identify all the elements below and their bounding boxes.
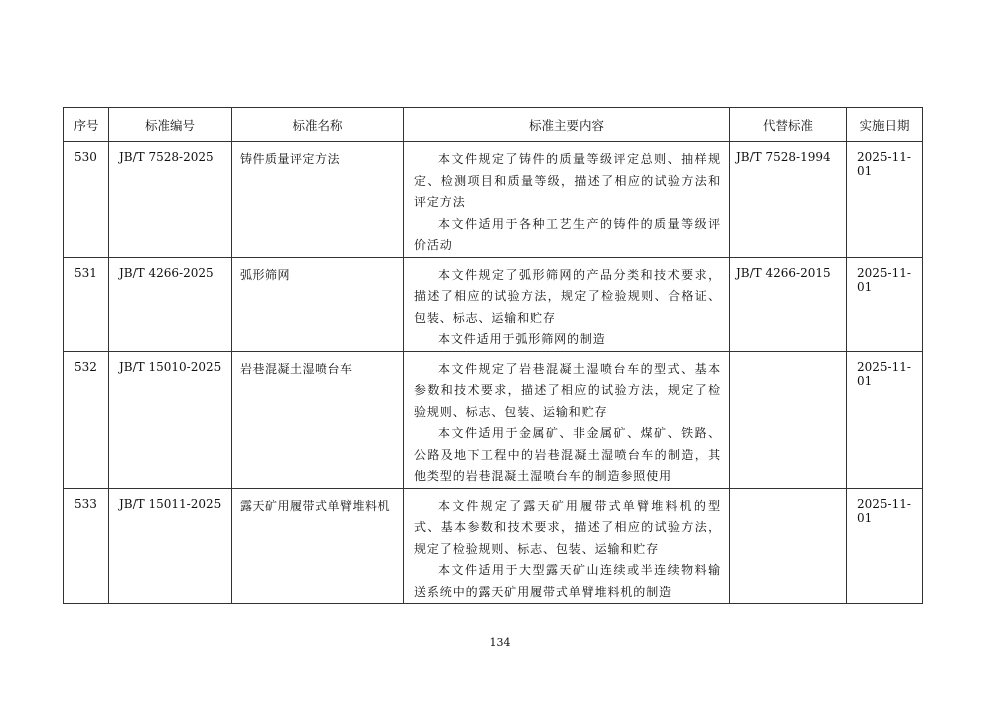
cell-name: 岩巷混凝土湿喷台车 bbox=[232, 351, 404, 488]
cell-seq: 530 bbox=[64, 142, 109, 258]
content-paragraph: 本文件适用于各种工艺生产的铸件的质量等级评价活动 bbox=[414, 216, 721, 252]
header-content: 标准主要内容 bbox=[404, 108, 730, 142]
content-paragraph: 本文件适用于金属矿、非金属矿、煤矿、铁路、公路及地下工程中的岩巷混凝土湿喷台车的制造，其他类型的岩巷混凝土湿喷台车的制造参照使用 bbox=[414, 426, 721, 483]
cell-content bbox=[404, 351, 730, 488]
cell-date: 2025-11-01 bbox=[847, 142, 923, 258]
cell-content bbox=[404, 488, 730, 604]
cell-replaces bbox=[730, 488, 847, 604]
cell-date: 2025-11-01 bbox=[847, 257, 923, 351]
table-row bbox=[64, 142, 923, 258]
content-paragraph: 本文件适用于弧形筛网的制造 bbox=[438, 332, 606, 346]
cell-content bbox=[404, 142, 730, 258]
content-paragraph: 本文件规定了露天矿用履带式单臂堆料机的型式、基本参数和技术要求，描述了相应的试验方法，规定了检验规则、标志、包装、运输和贮存 bbox=[414, 498, 721, 556]
header-row bbox=[64, 108, 923, 142]
cell-content bbox=[404, 257, 730, 351]
header-name: 标准名称 bbox=[232, 108, 404, 142]
cell-code: JB/T 15010-2025 bbox=[109, 351, 232, 488]
cell-name: 铸件质量评定方法 bbox=[232, 142, 404, 258]
cell-date: 2025-11-01 bbox=[847, 351, 923, 488]
cell-seq: 532 bbox=[64, 351, 109, 488]
cell-date: 2025-11-01 bbox=[847, 488, 923, 604]
table-row bbox=[64, 351, 923, 488]
cell-seq: 533 bbox=[64, 488, 109, 604]
standards-table bbox=[63, 107, 923, 604]
header-seq: 序号 bbox=[64, 108, 109, 142]
table-row bbox=[64, 257, 923, 351]
cell-code: JB/T 15011-2025 bbox=[109, 488, 232, 604]
cell-seq: 531 bbox=[64, 257, 109, 351]
cell-code: JB/T 4266-2025 bbox=[109, 257, 232, 351]
content-paragraph: 本文件规定了岩巷混凝土湿喷台车的型式、基本参数和技术要求，描述了相应的试验方法，规定了检验规则、标志、包装、运输和贮存 bbox=[414, 361, 721, 419]
cell-replaces bbox=[730, 351, 847, 488]
cell-replaces: JB/T 4266-2015 bbox=[730, 257, 847, 351]
cell-code: JB/T 7528-2025 bbox=[109, 142, 232, 258]
content-paragraph: 本文件规定了铸件的质量等级评定总则、抽样规定、检测项目和质量等级，描述了相应的试验方法和评定方法 bbox=[414, 152, 721, 209]
header-code: 标准编号 bbox=[109, 108, 232, 142]
cell-replaces: JB/T 7528-1994 bbox=[730, 142, 847, 258]
header-date: 实施日期 bbox=[847, 108, 923, 142]
content-paragraph: 本文件适用于大型露天矿山连续或半连续物料输送系统中的露天矿用履带式单臂堆料机的制造 bbox=[414, 563, 721, 599]
content-paragraph: 本文件规定了弧形筛网的产品分类和技术要求，描述了相应的试验方法，规定了检验规则、合格证、包装、标志、运输和贮存 bbox=[414, 267, 721, 325]
page-number: 134 bbox=[489, 636, 511, 649]
table-row bbox=[64, 488, 923, 604]
cell-name: 露天矿用履带式单臂堆料机 bbox=[232, 488, 404, 604]
cell-name: 弧形筛网 bbox=[232, 257, 404, 351]
header-replaces: 代替标准 bbox=[730, 108, 847, 142]
